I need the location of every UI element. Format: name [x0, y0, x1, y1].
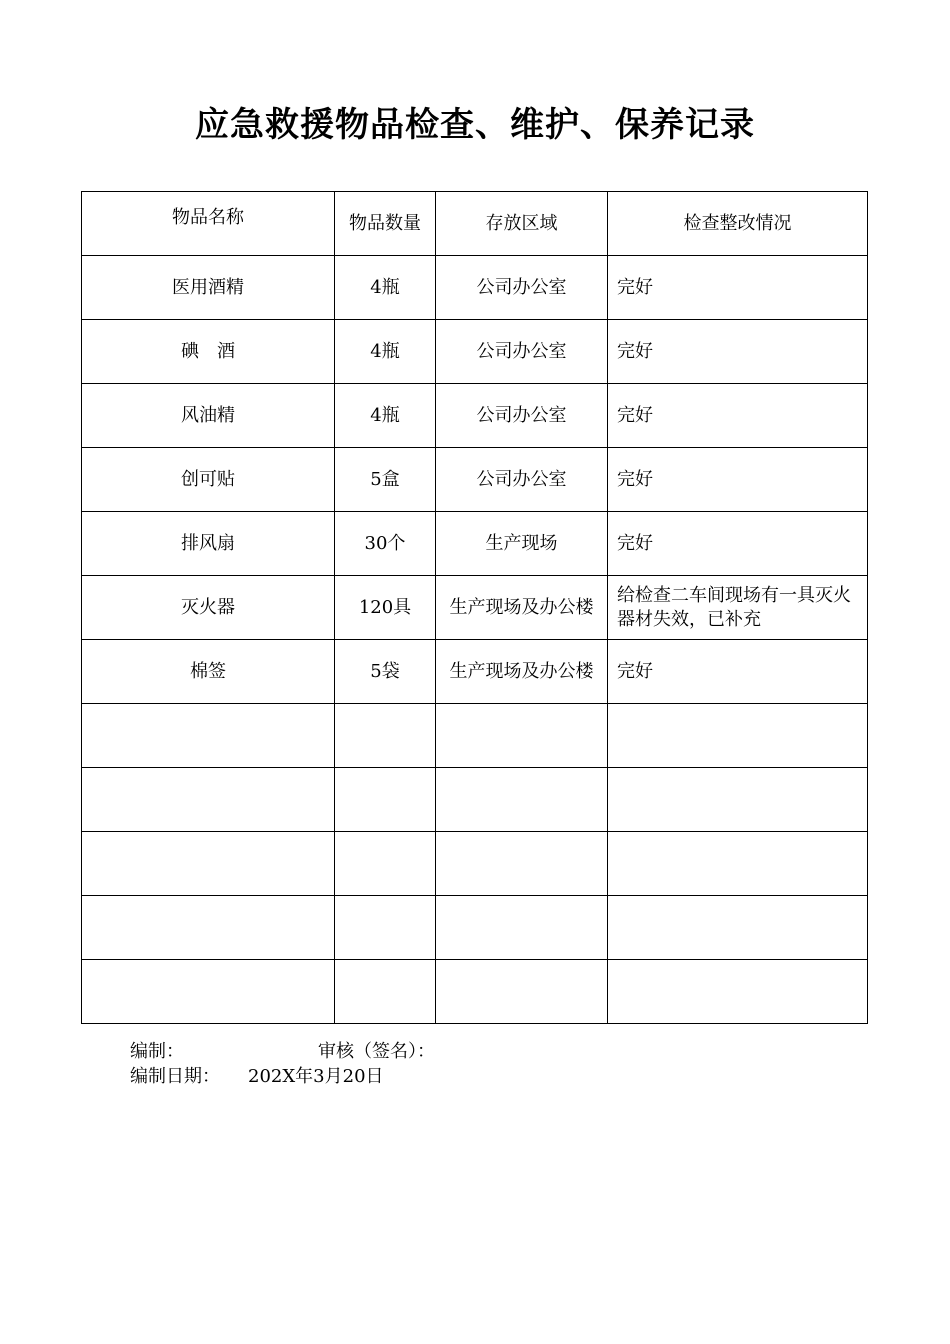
- cell-storage-area: 公司办公室: [436, 256, 608, 320]
- table-header-row: [82, 192, 868, 256]
- table-row: [82, 320, 868, 384]
- cell-inspection-status: 给检查二车间现场有一具灭火器材失效，已补充: [608, 576, 868, 640]
- cell-item-quantity: 30个: [335, 512, 436, 576]
- cell-item-name: [82, 960, 335, 1024]
- table-row: [82, 448, 868, 512]
- cell-storage-area: [436, 832, 608, 896]
- header-item-name: 物品名称: [82, 192, 335, 256]
- header-inspection-status: 检查整改情况: [608, 192, 868, 256]
- cell-inspection-status: [608, 960, 868, 1024]
- cell-item-quantity: 5盒: [335, 448, 436, 512]
- inspection-record-table: [81, 191, 868, 1024]
- cell-item-quantity: [335, 960, 436, 1024]
- cell-item-name: [82, 832, 335, 896]
- table-row: [82, 960, 868, 1024]
- cell-item-quantity: [335, 704, 436, 768]
- cell-inspection-status: [608, 896, 868, 960]
- cell-item-quantity: [335, 768, 436, 832]
- cell-storage-area: [436, 704, 608, 768]
- footer-date: [130, 1065, 384, 1089]
- cell-item-quantity: [335, 832, 436, 896]
- cell-item-quantity: 4瓶: [335, 256, 436, 320]
- cell-inspection-status: 完好: [608, 448, 868, 512]
- table-row: [82, 576, 868, 640]
- table-row: [82, 384, 868, 448]
- cell-storage-area: 公司办公室: [436, 448, 608, 512]
- cell-item-quantity: 120具: [335, 576, 436, 640]
- cell-storage-area: 生产现场: [436, 512, 608, 576]
- cell-storage-area: [436, 768, 608, 832]
- cell-item-name: [82, 704, 335, 768]
- table-row: [82, 256, 868, 320]
- cell-item-name: 创可贴: [82, 448, 335, 512]
- cell-item-quantity: [335, 896, 436, 960]
- cell-inspection-status: 完好: [608, 320, 868, 384]
- compile-date-value: 202X年3月20日: [248, 1066, 384, 1087]
- cell-storage-area: 公司办公室: [436, 384, 608, 448]
- cell-item-name: 排风扇: [82, 512, 335, 576]
- table-row: [82, 704, 868, 768]
- cell-item-name: [82, 768, 335, 832]
- compiled-by-label: 编制：: [130, 1041, 184, 1062]
- footer-signatures: [130, 1040, 435, 1064]
- compile-date-label: 编制日期：: [130, 1066, 220, 1087]
- header-item-quantity: 物品数量: [335, 192, 436, 256]
- cell-storage-area: 生产现场及办公楼: [436, 640, 608, 704]
- cell-inspection-status: 完好: [608, 512, 868, 576]
- cell-storage-area: 生产现场及办公楼: [436, 576, 608, 640]
- cell-storage-area: [436, 896, 608, 960]
- cell-inspection-status: 完好: [608, 256, 868, 320]
- cell-item-quantity: 4瓶: [335, 384, 436, 448]
- cell-inspection-status: 完好: [608, 384, 868, 448]
- cell-storage-area: [436, 960, 608, 1024]
- reviewed-by-label: 审核（签名）：: [318, 1041, 435, 1062]
- cell-inspection-status: 完好: [608, 640, 868, 704]
- cell-inspection-status: [608, 704, 868, 768]
- cell-item-name: 棉签: [82, 640, 335, 704]
- table-row: [82, 640, 868, 704]
- table-row: [82, 832, 868, 896]
- cell-item-name: 碘 酒: [82, 320, 335, 384]
- cell-inspection-status: [608, 768, 868, 832]
- page-title: 应急救援物品检查、维护、保养记录: [195, 105, 755, 145]
- cell-item-quantity: 5袋: [335, 640, 436, 704]
- cell-item-name: 灭火器: [82, 576, 335, 640]
- cell-item-quantity: 4瓶: [335, 320, 436, 384]
- table-row: [82, 512, 868, 576]
- cell-item-name: 医用酒精: [82, 256, 335, 320]
- table-row: [82, 896, 868, 960]
- cell-item-name: 风油精: [82, 384, 335, 448]
- cell-inspection-status: [608, 832, 868, 896]
- cell-storage-area: 公司办公室: [436, 320, 608, 384]
- cell-item-name: [82, 896, 335, 960]
- table-row: [82, 768, 868, 832]
- header-storage-area: 存放区域: [436, 192, 608, 256]
- table-body: [82, 256, 868, 1024]
